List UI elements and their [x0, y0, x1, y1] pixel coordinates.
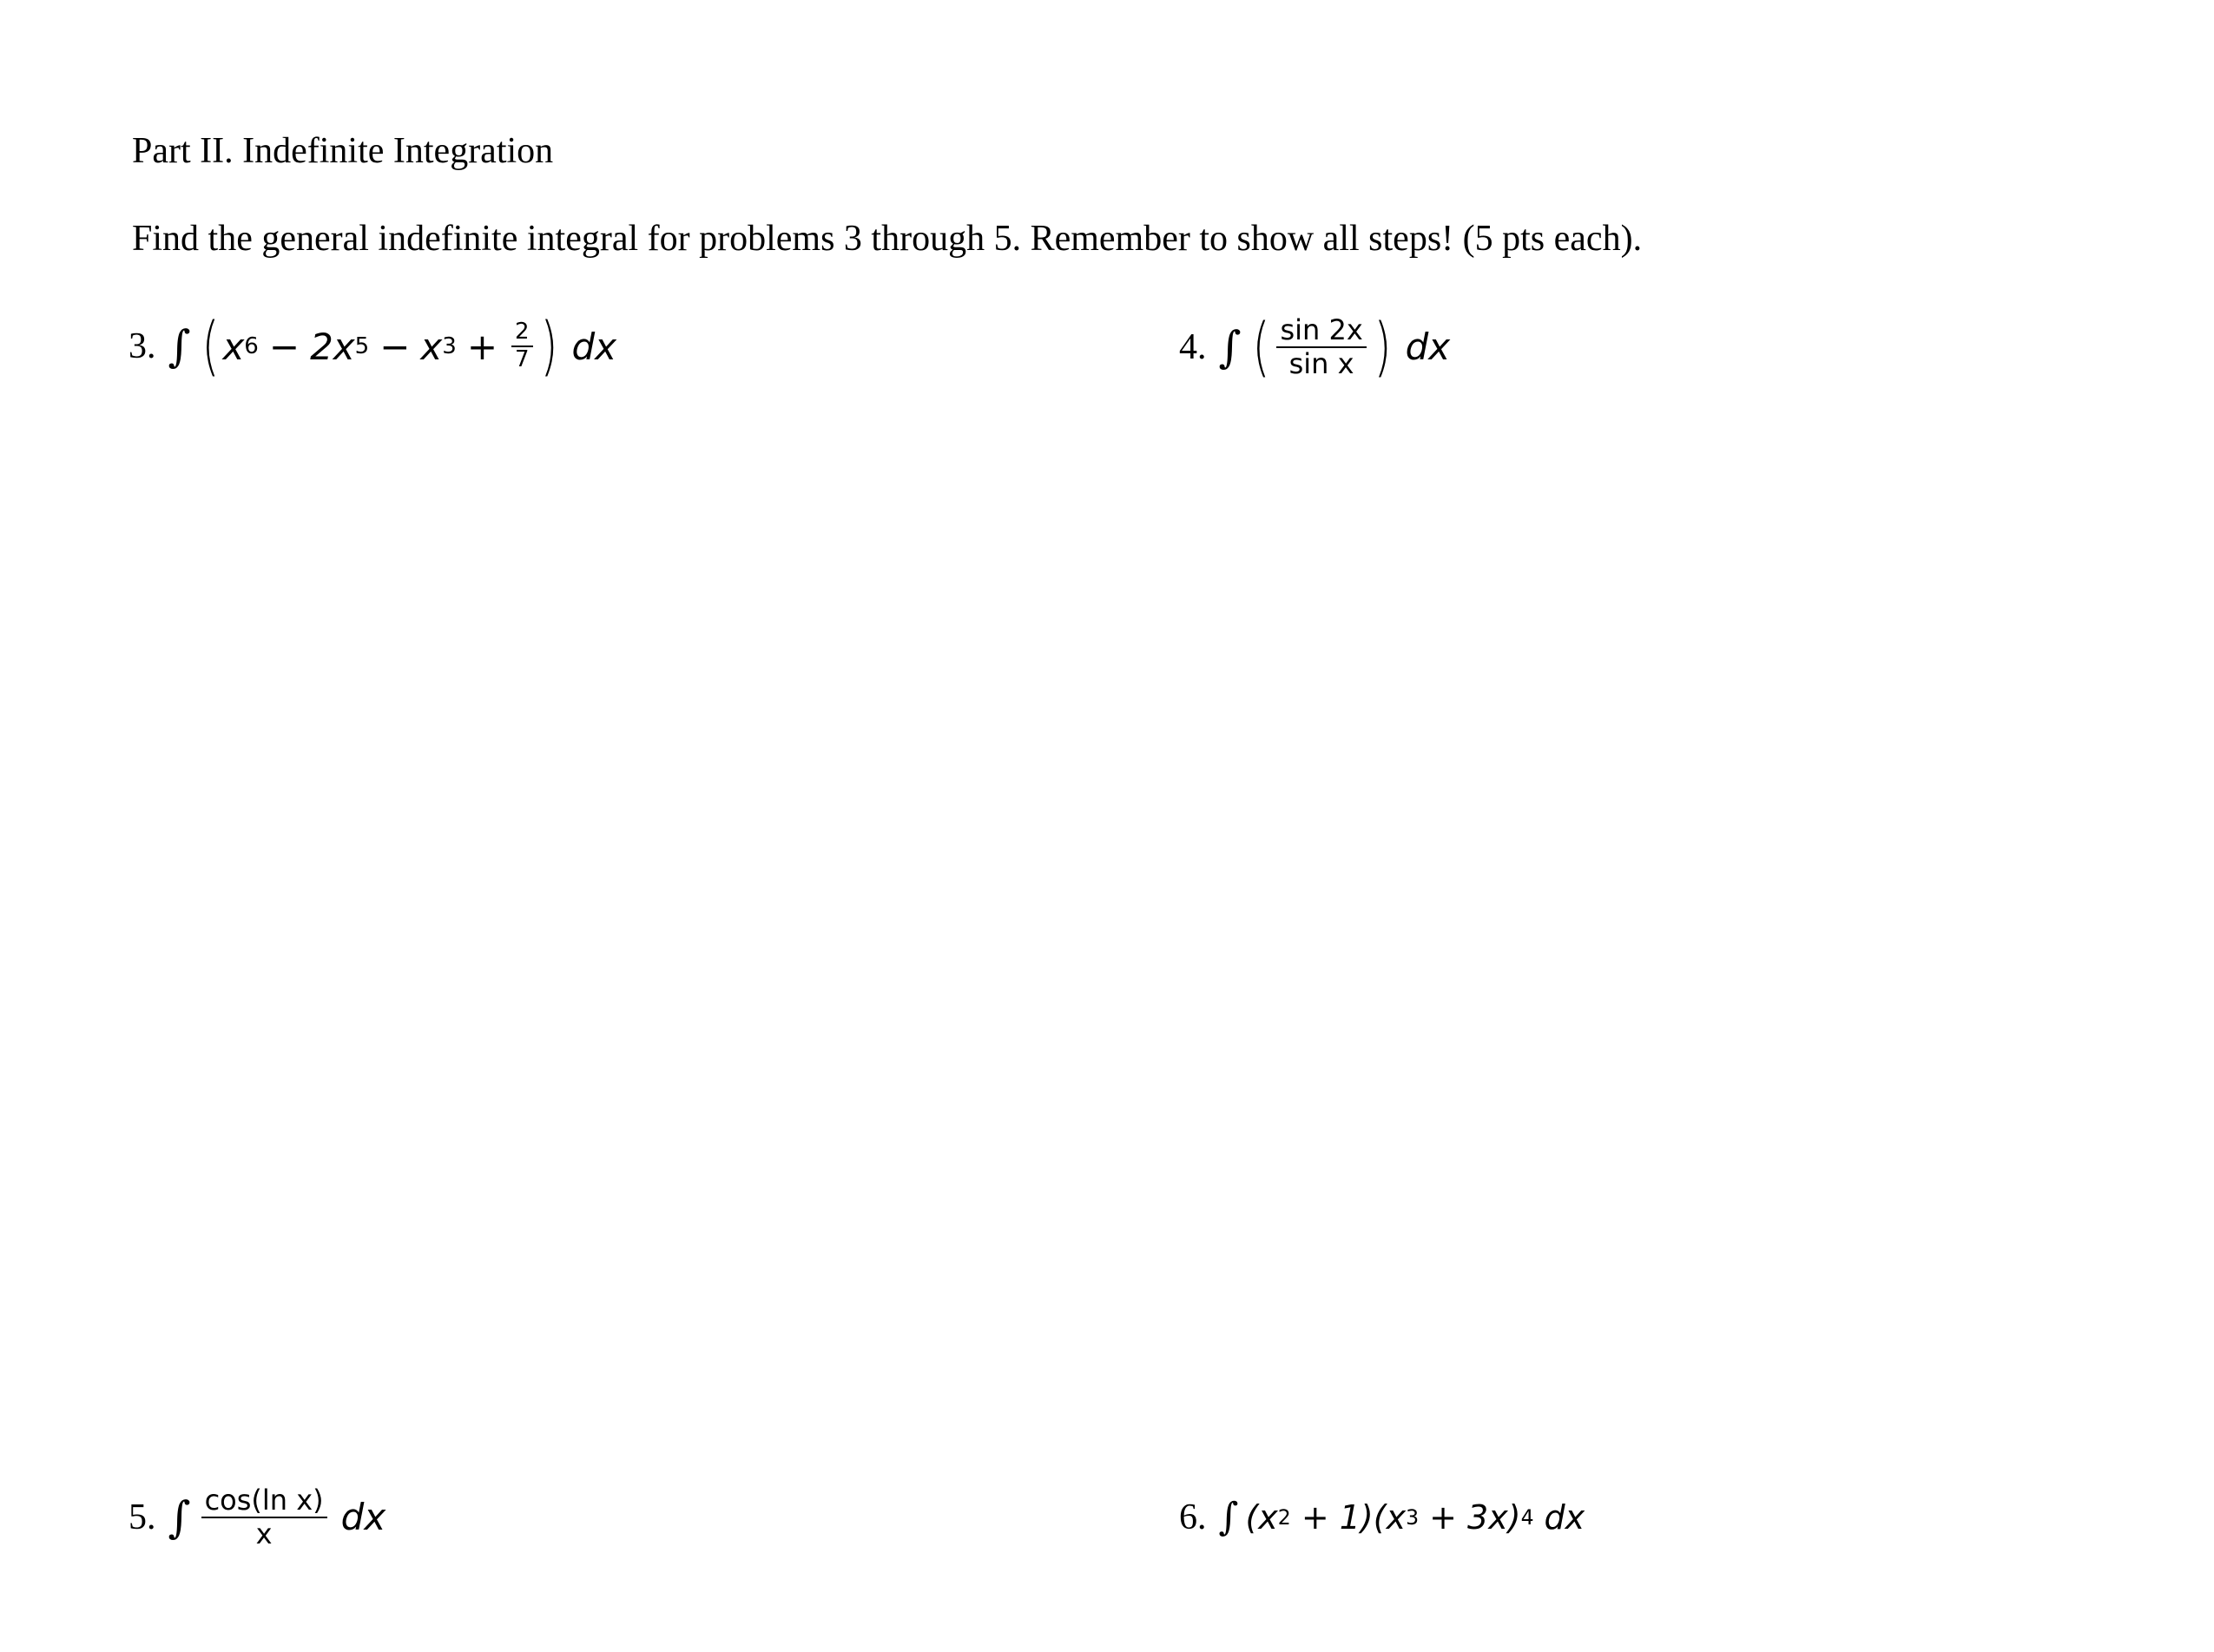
left-paren: (	[1251, 309, 1270, 385]
right-paren: )	[539, 309, 558, 384]
term: (x	[1245, 1497, 1278, 1537]
term: + 1)(x	[1290, 1497, 1407, 1537]
section-heading: Part II. Indefinite Integration	[132, 131, 554, 171]
term: + 3x)	[1419, 1497, 1521, 1537]
problem-4	[1179, 309, 1451, 385]
problem-3	[128, 309, 616, 384]
problem-6	[1179, 1495, 1585, 1539]
minus-operator: −	[268, 325, 300, 368]
fraction	[201, 1484, 327, 1550]
problem-5	[128, 1484, 385, 1550]
differential: dx	[1544, 1497, 1585, 1537]
integral-sign: ∫	[1218, 1495, 1239, 1539]
problem-3-expression: ∫ ( x 6 − 2x 5 − x 3 + $\frac{2}{7}$ ) dx	[168, 309, 616, 384]
left-paren: (	[201, 309, 220, 384]
fraction-denominator: x	[255, 1517, 273, 1550]
instructions-text: Find the general indefinite integral for problems 3 through 5. Remember to show all steps! (5 pts each).	[132, 219, 1643, 259]
plus-operator: +	[466, 325, 498, 368]
problem-6-expression: ∫ (x 2 + 1)(x 3 + 3x) 4 dx	[1218, 1495, 1585, 1539]
integral-sign: ∫	[1218, 321, 1242, 372]
fraction-numerator: cos(ln x)	[201, 1484, 327, 1518]
differential: dx	[571, 325, 616, 368]
problem-number: 4.	[1179, 326, 1207, 367]
problem-number: 3.	[128, 326, 156, 366]
variable: x	[420, 325, 443, 368]
variable: x	[222, 325, 245, 368]
problem-number: 5.	[128, 1497, 156, 1537]
fraction	[1276, 314, 1366, 380]
differential: dx	[340, 1496, 386, 1539]
differential: dx	[1405, 326, 1451, 369]
right-paren: )	[1374, 309, 1392, 385]
integral-sign: ∫	[168, 321, 191, 372]
problem-5-expression	[168, 1484, 386, 1550]
problem-4-expression	[1218, 309, 1451, 385]
integral-sign: ∫	[168, 1491, 191, 1543]
problem-number: 6.	[1179, 1497, 1207, 1537]
fraction-numerator: sin 2x	[1276, 314, 1366, 348]
term: 2x	[310, 325, 355, 368]
minus-operator: −	[379, 325, 411, 368]
fraction	[511, 319, 533, 373]
fraction-denominator: sin x	[1288, 346, 1354, 380]
fraction-denominator: 7	[515, 346, 530, 372]
fraction-numerator: 2	[511, 319, 533, 347]
